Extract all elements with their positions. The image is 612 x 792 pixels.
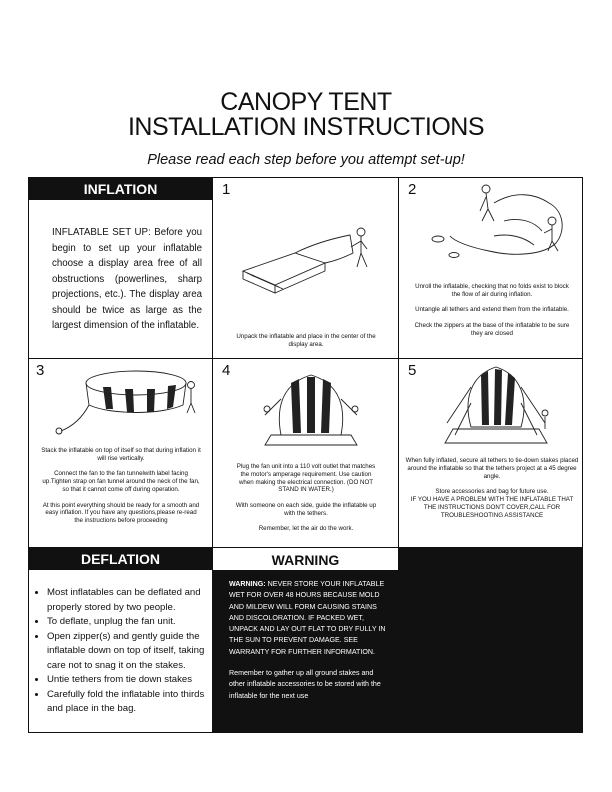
- step-5-caption: When fully inflated, secure all tethers to tie-down stakes placed around the inflatable so that the tethers project at a 45 degree angle. Store accessories and bag for future use. IF YOU HAVE A PROBLEM WITH THE INFLATABLE THAT THE INSTRUCTIONS DON'T COVER,CALL FOR TROUBLESHOOTING ASSISTANCE: [405, 457, 579, 519]
- list-item: • Carefully fold the inflatable into thirds and place in the bag.: [47, 688, 222, 717]
- step-3-panel: [28, 358, 213, 548]
- step-3-number: 3: [36, 362, 45, 379]
- page-subtitle: Please read each step before you attempt set-up!: [147, 152, 465, 168]
- black-fill-area: [398, 547, 583, 733]
- warning-message: NEVER STORE YOUR INFLATABLE WET FOR OVER 48 HOURS BECAUSE MOLD AND MILDEW WILL FORM CAUSING STAINS AND DISCOLORATION. IF PACKED WET, UNPACK AND LAY OUT FLAT TO DRY FULLY IN THE SUN TO PREVENT DAMAGE. SEE WARRANTY FOR FURTHER INFORMATION.: [229, 580, 386, 656]
- guide-up-illustration: [261, 369, 361, 451]
- list-item: • Open zipper(s) and gently guide the inflatable down on top of itself, taking care not to snag it on the stakes.: [47, 630, 222, 674]
- list-item: • To deflate, unplug the fan unit.: [47, 615, 222, 630]
- page-title-line-1: CANOPY TENT: [220, 88, 392, 116]
- deflation-header: DEFLATION: [29, 548, 212, 570]
- step-4-panel: [212, 358, 399, 548]
- warning-panel: [212, 547, 399, 733]
- unpack-illustration: [235, 223, 375, 303]
- warning-text: [229, 579, 388, 658]
- stack-illustration: [51, 365, 201, 445]
- step-5-panel: [398, 358, 583, 548]
- inflation-header: INFLATION: [29, 178, 212, 200]
- step-1-caption: Unpack the inflatable and place in the center of the display area.: [236, 333, 376, 348]
- step-3-caption: Stack the inflatable on top of itself so that during inflation it will rise vertically. Connect the fan to the fan tunnelwith label facing up.Tighten strap on fan tunnel around the neck of the fan, so that it cannot come off during operation. At this point everything should be ready for a smooth and easy inflation. If you have any questions,please re-read the instructions before proceeding: [41, 447, 201, 525]
- page-title-line-2: INSTALLATION INSTRUCTIONS: [127, 113, 485, 141]
- unroll-illustration: [424, 181, 574, 266]
- deflation-panel: [28, 547, 213, 733]
- step-4-number: 4: [222, 362, 231, 379]
- warning-note: Remember to gather up all ground stakes and other inflatable accessories to be stored with the inflatable for the next use: [229, 669, 381, 700]
- deflation-list: [37, 586, 222, 717]
- step-1-number: 1: [222, 181, 231, 198]
- warning-body: [213, 570, 398, 732]
- step-2-panel: [398, 177, 583, 359]
- step-1-panel: [212, 177, 399, 359]
- list-item: • Most inflatables can be deflated and properly stored by two people.: [47, 586, 222, 615]
- warning-label: WARNING:: [229, 580, 266, 588]
- inflation-intro-text: INFLATABLE SET UP: Before you begin to set up your inflatable choose a display area free of all obstructions (powerlines, sharp projections, etc.). The display area should be twice as large as the largest dimension of the inflatable.: [52, 227, 202, 331]
- inflation-panel: [28, 177, 213, 359]
- step-2-number: 2: [408, 181, 417, 198]
- step-5-number: 5: [408, 362, 417, 379]
- step-4-caption: Plug the fan unit into a 110 volt outlet that matches the motor's amperage requirement. Use caution when making the electrical connection. (DO NOT STAND IN WATER.) With someone on each side, guide the inflatable up with the tethers. Remember, let the air do the work.: [235, 463, 377, 533]
- step-2-caption: Unroll the inflatable, checking that no folds exist to block the flow of air during inflation. Untangle all tethers and extend them from the inflatable. Check the zippers at the base of the inflatable to be sure they are closed: [414, 283, 570, 337]
- list-item: • Untie tethers from tie down stakes: [47, 673, 222, 688]
- warning-header: WARNING: [213, 548, 398, 570]
- secured-illustration: [441, 363, 551, 451]
